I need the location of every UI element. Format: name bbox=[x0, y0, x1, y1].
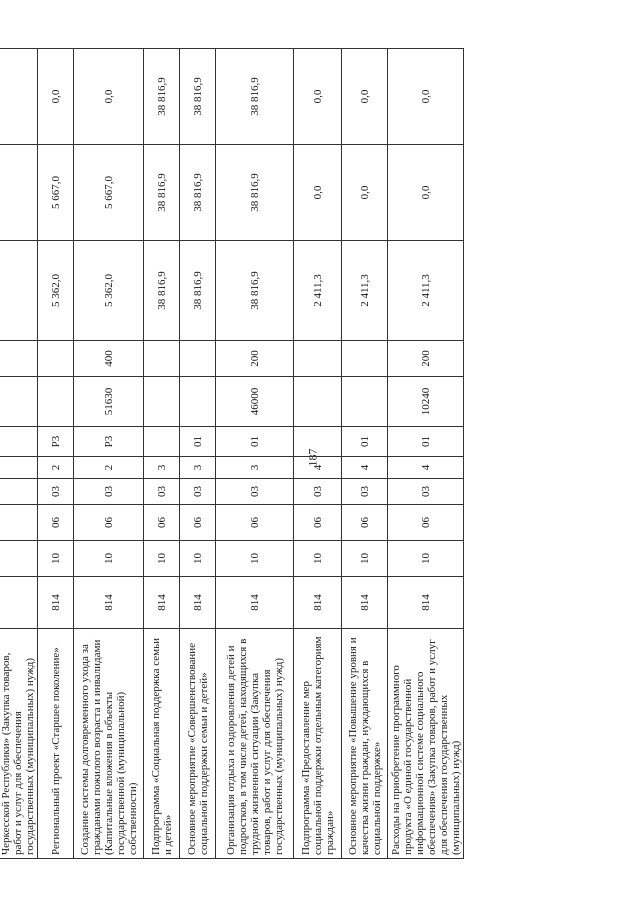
event-code-cell: 01 bbox=[180, 427, 216, 457]
row-name-cell: Региональный проект «Старшее поколение» bbox=[38, 629, 74, 859]
value-year-1-cell: 38 816,9 bbox=[216, 241, 294, 341]
value-year-1-cell: 5 362,0 bbox=[38, 241, 74, 341]
value-year-3-cell: 38 816,9 bbox=[216, 49, 294, 145]
table-row bbox=[216, 49, 294, 859]
direction-code-cell bbox=[0, 377, 38, 427]
subsection-code-cell: 06 bbox=[216, 505, 294, 541]
direction-code-cell: 10240 bbox=[388, 377, 464, 427]
direction-code-cell bbox=[294, 377, 342, 427]
subprogram-code-cell: 2 bbox=[38, 457, 74, 479]
expense-type-cell bbox=[294, 341, 342, 377]
grbs-code-cell: 814 bbox=[144, 577, 180, 629]
row-name-cell: Черкесской Республики» (Закупка товаров, работ и услуг для обеспечения государственных (муниципальных) нужд) bbox=[0, 629, 38, 859]
value-year-3-cell: 38 816,9 bbox=[180, 49, 216, 145]
program-code-cell: 03 bbox=[180, 479, 216, 505]
subsection-code-cell: 06 bbox=[342, 505, 388, 541]
row-name-cell: Создание системы долговременного ухода за гражданами пожилого возраста и инвалидами (Капитальные вложения в объекты государственной (муниципальной) собственности) bbox=[74, 629, 144, 859]
value-year-2-cell: 5 667,0 bbox=[38, 145, 74, 241]
table-row bbox=[180, 49, 216, 859]
expense-type-cell: 200 bbox=[216, 341, 294, 377]
budget-table bbox=[0, 48, 464, 859]
subsection-code-cell: 06 bbox=[38, 505, 74, 541]
expense-type-cell: 200 bbox=[388, 341, 464, 377]
table-row bbox=[144, 49, 180, 859]
row-name-cell: Подпрограмма «Предоставление мер социальной поддержки отдельным категориям граждан» bbox=[294, 629, 342, 859]
event-code-cell: P3 bbox=[38, 427, 74, 457]
value-year-3-cell: 0,0 bbox=[294, 49, 342, 145]
program-code-cell bbox=[0, 479, 38, 505]
value-year-1-cell: 2 411,3 bbox=[388, 241, 464, 341]
subprogram-code-cell: 4 bbox=[342, 457, 388, 479]
direction-code-cell bbox=[144, 377, 180, 427]
table-row bbox=[38, 49, 74, 859]
value-year-3-cell bbox=[0, 49, 38, 145]
direction-code-cell bbox=[180, 377, 216, 427]
program-code-cell: 03 bbox=[144, 479, 180, 505]
event-code-cell bbox=[144, 427, 180, 457]
grbs-code-cell: 814 bbox=[38, 577, 74, 629]
subprogram-code-cell: 3 bbox=[216, 457, 294, 479]
subprogram-code-cell: 2 bbox=[74, 457, 144, 479]
value-year-1-cell: 38 816,9 bbox=[144, 241, 180, 341]
subsection-code-cell: 06 bbox=[294, 505, 342, 541]
section-code-cell: 10 bbox=[388, 541, 464, 577]
value-year-3-cell: 0,0 bbox=[74, 49, 144, 145]
expense-type-cell: 400 bbox=[74, 341, 144, 377]
value-year-2-cell: 38 816,9 bbox=[144, 145, 180, 241]
value-year-1-cell: 2 411,3 bbox=[294, 241, 342, 341]
page-number: 187 bbox=[305, 448, 320, 467]
value-year-3-cell: 0,0 bbox=[388, 49, 464, 145]
value-year-2-cell bbox=[0, 145, 38, 241]
value-year-1-cell: 5 362,0 bbox=[74, 241, 144, 341]
subprogram-code-cell: 3 bbox=[144, 457, 180, 479]
grbs-code-cell: 814 bbox=[74, 577, 144, 629]
grbs-code-cell: 814 bbox=[216, 577, 294, 629]
expense-type-cell bbox=[0, 341, 38, 377]
grbs-code-cell: 814 bbox=[342, 577, 388, 629]
value-year-1-cell: 2 411,3 bbox=[342, 241, 388, 341]
grbs-code-cell: 814 bbox=[294, 577, 342, 629]
section-code-cell: 10 bbox=[74, 541, 144, 577]
value-year-2-cell: 38 816,9 bbox=[216, 145, 294, 241]
value-year-1-cell: 38 816,9 bbox=[180, 241, 216, 341]
table-row bbox=[74, 49, 144, 859]
row-name-cell: Основное мероприятие «Повышение уровня и качества жизни граждан, нуждающихся в социальной поддержке» bbox=[342, 629, 388, 859]
value-year-3-cell: 0,0 bbox=[342, 49, 388, 145]
event-code-cell bbox=[0, 427, 38, 457]
direction-code-cell bbox=[342, 377, 388, 427]
event-code-cell bbox=[294, 427, 342, 457]
subsection-code-cell: 06 bbox=[74, 505, 144, 541]
section-code-cell: 10 bbox=[144, 541, 180, 577]
table-row bbox=[294, 49, 342, 859]
direction-code-cell bbox=[38, 377, 74, 427]
program-code-cell: 03 bbox=[294, 479, 342, 505]
expense-type-cell bbox=[180, 341, 216, 377]
value-year-3-cell: 0,0 bbox=[38, 49, 74, 145]
section-code-cell: 10 bbox=[342, 541, 388, 577]
subprogram-code-cell: 4 bbox=[388, 457, 464, 479]
subprogram-code-cell: 3 bbox=[180, 457, 216, 479]
grbs-code-cell: 814 bbox=[388, 577, 464, 629]
direction-code-cell: 51630 bbox=[74, 377, 144, 427]
row-name-cell: Расходы на приобретение программного продукта «О единой государственной информационной системе социального обеспечения» (Закупка товаров, работ и услуг для обеспечения государственных (муниципальных) нужд) bbox=[388, 629, 464, 859]
program-code-cell: 03 bbox=[216, 479, 294, 505]
grbs-code-cell bbox=[0, 577, 38, 629]
direction-code-cell: 46000 bbox=[216, 377, 294, 427]
subsection-code-cell: 06 bbox=[144, 505, 180, 541]
value-year-3-cell: 38 816,9 bbox=[144, 49, 180, 145]
value-year-2-cell: 0,0 bbox=[388, 145, 464, 241]
expense-type-cell bbox=[38, 341, 74, 377]
expense-type-cell bbox=[342, 341, 388, 377]
event-code-cell: 01 bbox=[388, 427, 464, 457]
rotated-budget-table-wrapper bbox=[0, 49, 487, 859]
event-code-cell: 01 bbox=[342, 427, 388, 457]
table-row bbox=[388, 49, 464, 859]
subprogram-code-cell bbox=[0, 457, 38, 479]
value-year-2-cell: 0,0 bbox=[294, 145, 342, 241]
section-code-cell: 10 bbox=[180, 541, 216, 577]
subsection-code-cell bbox=[0, 505, 38, 541]
subprogram-code-cell: 4 bbox=[294, 457, 342, 479]
value-year-2-cell: 38 816,9 bbox=[180, 145, 216, 241]
section-code-cell: 10 bbox=[38, 541, 74, 577]
subsection-code-cell: 06 bbox=[180, 505, 216, 541]
program-code-cell: 03 bbox=[342, 479, 388, 505]
program-code-cell: 03 bbox=[74, 479, 144, 505]
table-row bbox=[0, 49, 38, 859]
table-row bbox=[342, 49, 388, 859]
program-code-cell: 03 bbox=[38, 479, 74, 505]
value-year-2-cell: 0,0 bbox=[342, 145, 388, 241]
program-code-cell: 03 bbox=[388, 479, 464, 505]
row-name-cell: Организация отдыха и оздоровления детей и подростков, в том числе детей, находящихся в трудной жизненной ситуации (Закупка товаров, работ и услуг для обеспечения государственных (муниципальных) нужд) bbox=[216, 629, 294, 859]
event-code-cell: P3 bbox=[74, 427, 144, 457]
value-year-1-cell bbox=[0, 241, 38, 341]
grbs-code-cell: 814 bbox=[180, 577, 216, 629]
expense-type-cell bbox=[144, 341, 180, 377]
section-code-cell: 10 bbox=[216, 541, 294, 577]
subsection-code-cell: 06 bbox=[388, 505, 464, 541]
row-name-cell: Основное мероприятие «Совершенствование социальной поддержки семьи и детей» bbox=[180, 629, 216, 859]
row-name-cell: Подпрограмма «Социальная поддержка семьи и детей» bbox=[144, 629, 180, 859]
value-year-2-cell: 5 667,0 bbox=[74, 145, 144, 241]
section-code-cell bbox=[0, 541, 38, 577]
section-code-cell: 10 bbox=[294, 541, 342, 577]
event-code-cell: 01 bbox=[216, 427, 294, 457]
